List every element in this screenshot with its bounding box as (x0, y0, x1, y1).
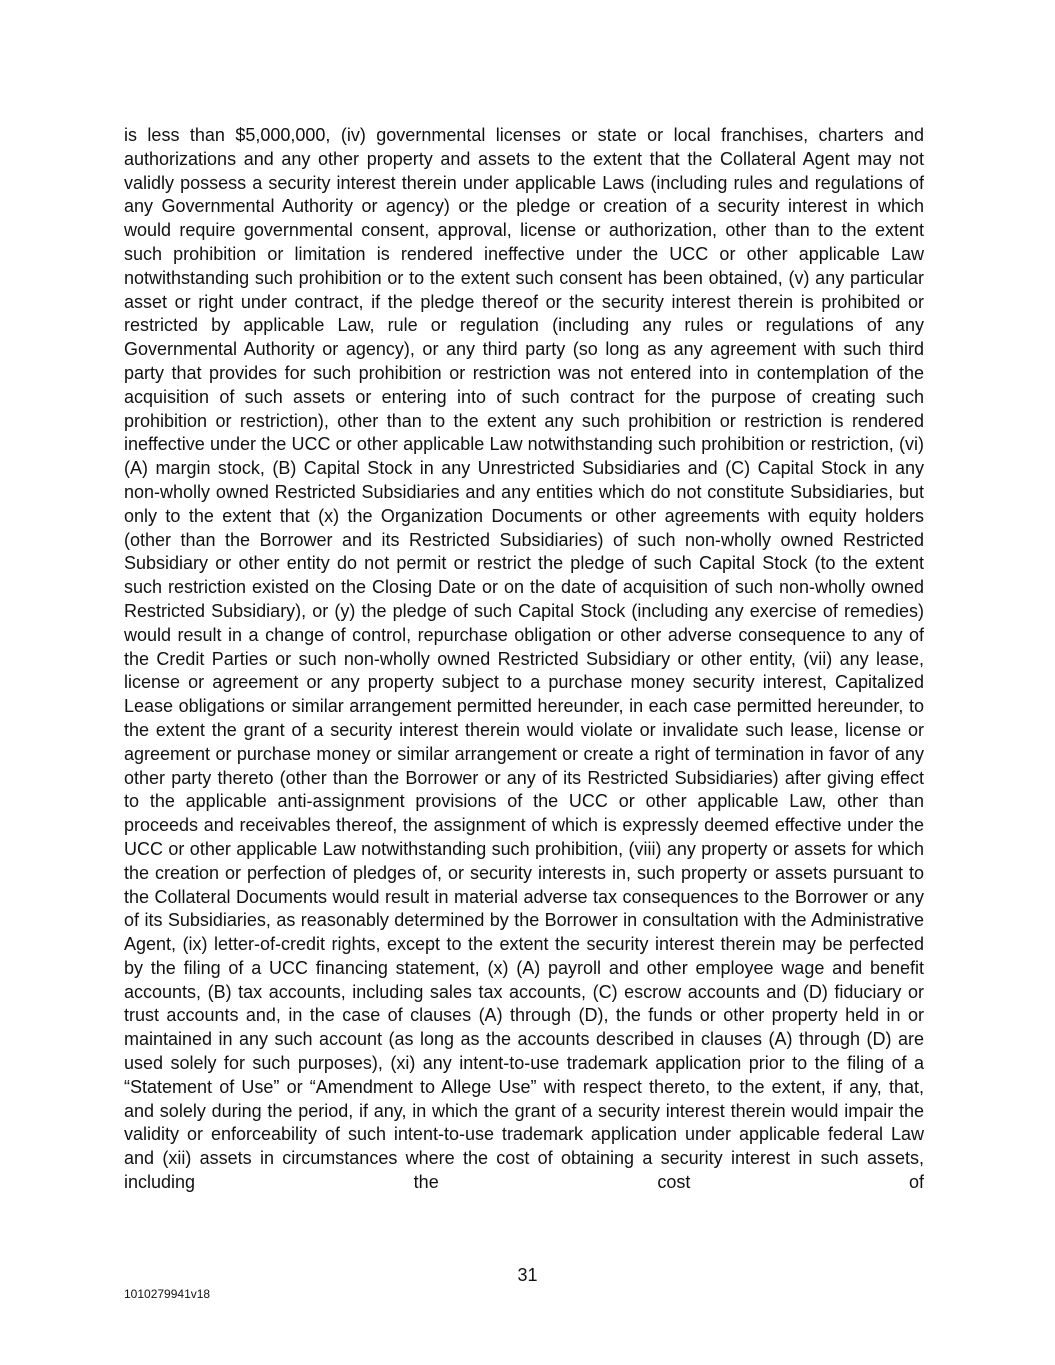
page-number: 31 (517, 1265, 538, 1285)
body-paragraph: is less than $5,000,000, (iv) governmental licenses or state or local franchises, charters and authorizations and any other property and assets to the extent that the Collateral Agent may not validly possess a security interest therein under applicable Laws (including rules and regulations of any Governmental Authority or agency) or the pledge or creation of a security interest in which would require governmental consent, approval, license or authorization, other than to the extent such prohibition or limitation is rendered ineffective under the UCC or other applicable Law notwithstanding such prohibition or to the extent such consent has been obtained, (v) any particular asset or right under contract, if the pledge thereof or the security interest therein is prohibited or restricted by applicable Law, rule or regulation (including any rules or regulations of any Governmental Authority or agency), or any third party (so long as any agreement with such third party that provides for such prohibition or restriction was not entered into in contemplation of the acquisition of such assets or entering into of such contract for the purpose of creating such prohibition or restriction), other than to the extent any such prohibition or restriction is rendered ineffective under the UCC or other applicable Law notwithstanding such prohibition or restriction, (vi) (A) margin stock, (B) Capital Stock in any Unrestricted Subsidiaries and (C) Capital Stock in any non-wholly owned Restricted Subsidiaries and any entities which do not constitute Subsidiaries, but only to the extent that (x) the Organization Documents or other agreements with equity holders (other than the Borrower and its Restricted Subsidiaries) of such non-wholly owned Restricted Subsidiary or other entity do not permit or restrict the pledge of such Capital Stock (to the extent such restriction existed on the Closing Date or on the date of acquisition of such non-wholly owned Restricted Subsidiary), or (y) the pledge of such Capital Stock (including any exercise of remedies) would result in a change of control, repurchase obligation or other adverse consequence to any of the Credit Parties or such non-wholly owned Restricted Subsidiary or other entity, (vii) any lease, license or agreement or any property subject to a purchase money security interest, Capitalized Lease obligations or similar arrangement permitted hereunder, in each case permitted hereunder, to the extent the grant of a security interest therein would violate or invalidate such lease, license or agreement or purchase money or similar arrangement or create a right of termination in favor of any other party thereto (other than the Borrower or any of its Restricted Subsidiaries) after giving effect to the applicable anti-assignment provisions of the UCC or other applicable Law, other than proceeds and receivables thereof, the assignment of which is expressly deemed effective under the UCC or other applicable Law notwithstanding such prohibition, (viii) any property or assets for which the creation or perfection of pledges of, or security interests in, such property or assets pursuant to the Collateral Documents would result in material adverse tax consequences to the Borrower or any of its Subsidiaries, as reasonably determined by the Borrower in consultation with the Administrative Agent, (ix) letter-of-credit rights, except to the extent the security interest therein may be perfected by the filing of a UCC financing statement, (x) (A) payroll and other employee wage and benefit accounts, (B) tax accounts, including sales tax accounts, (C) escrow accounts and (D) fiduciary or trust accounts and, in the case of clauses (A) through (D), the funds or other property held in or maintained in any such account (as long as the accounts described in clauses (A) through (D) are used solely for such purposes), (xi) any intent-to-use trademark application prior to the filing of a “Statement of Use” or “Amendment to Allege Use” with respect thereto, to the extent, if any, that, and solely during the period, if any, in which the grant of a security interest therein would impair the validity or enforceability of such intent-to-use trademark application under applicable federal Law and (xii) assets in circumstances where the cost of obtaining a security interest in such assets, including the cost of (124, 125, 924, 1193)
document-id: 1010279941v18 (124, 1287, 211, 1301)
